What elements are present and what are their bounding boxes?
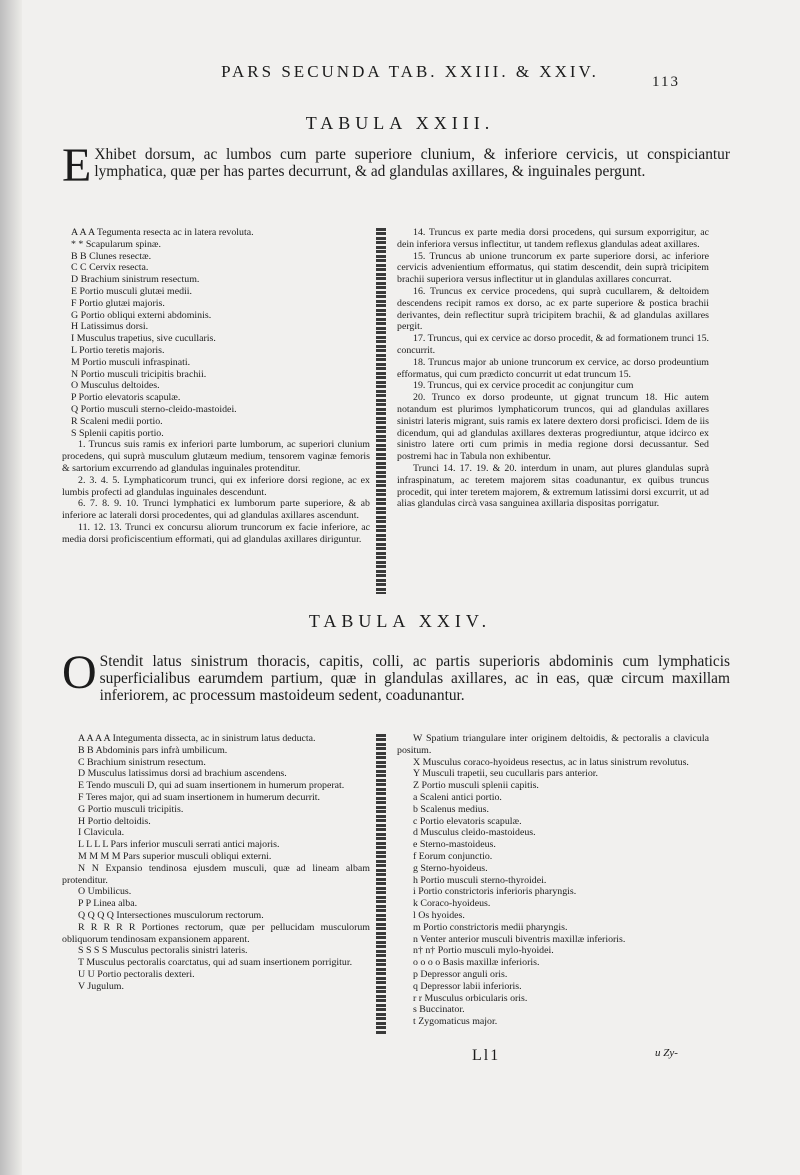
legend-item: H Latissimus dorsi. [71,321,149,333]
legend-item: b Scalenus medius. [413,803,489,815]
legend-item: Y Musculi trapetii, seu cucullaris pars anterior. [413,768,599,780]
intro-text: Xhibet dorsum, ac lumbos cum parte superiore clunium, & inferiore cervicis, ut conspiciantur lymphatica, quæ per has partes decurrunt, & ad glandulas axillares, & inguinales pergunt. [94,146,730,180]
legend-item: T Musculus pectoralis coarctatus, qui ad suam insertionem porrigitur. [78,957,353,969]
column-divider-ornament [374,228,388,594]
legend-item: F Portio glutæi majoris. [71,297,165,309]
legend-item: V Jugulum. [78,980,124,992]
legend-item: A A A A Integumenta dissecta, ac in sinistrum latus deducta. [78,733,316,744]
legend-item: N N Expansio tendinosa ejusdem musculi, quæ ad lineam albam protenditur. [62,862,370,886]
legend-item: G Portio obliqui externi abdominis. [71,309,212,321]
legend-item: Q Portio musculi sterno-cleido-mastoidei. [71,403,237,415]
legend-item: B B Abdominis pars infrà umbilicum. [78,744,228,756]
legend-item: r r Musculus orbicularis oris. [413,992,528,1004]
legend-item: M Portio musculi infraspinati. [71,356,191,368]
legend-item: R Scaleni medii portio. [71,415,163,427]
running-title: PARS SECUNDA TAB. XXIII. & XXIV. [221,62,599,81]
legend-item: S S S S Musculus pectoralis sinistri lateris. [78,945,248,957]
legend-item: e Sterno-mastoideus. [413,839,496,851]
legend-item: E Tendo musculi D, qui ad suam insertionem in humerum properat. [78,780,345,792]
legend-item: i Portio constrictoris inferioris pharyngis. [413,886,577,898]
tabula-xxiv-left-column [62,733,370,993]
legend-paragraph: 11. 12. 13. Trunci ex concursu aliorum truncorum ex facie inferiore, ac media dorsi proficiscentium efformati, qui ad glandulas axillares diriguntur. [62,521,370,545]
legend-item: X Musculus coraco-hyoideus resectus, ac in latus sinistrum revolutus. [413,756,689,768]
legend-paragraph: 6. 7. 8. 9. 10. Trunci lymphatici ex lumborum parte superiore, & ab inferiore ac laterali dorsi procedentes, qui ad glandulas axillares ascendunt. [62,498,370,522]
legend-item: p Depressor anguli oris. [413,968,508,980]
legend-item: g Sterno-hyoideus. [413,862,488,874]
legend-item: h Portio musculi sterno-thyroidei. [413,874,547,886]
page-number: 113 [652,74,680,90]
tabula-xxiii-left-column [62,227,370,546]
legend-item: F Teres major, qui ad suam insertionem in humerum decurrit. [78,791,320,803]
legend-item: P Portio elevatoris scapulæ. [71,392,181,404]
legend-item: R R R R R Portiones rectorum, quæ per pellucidam musculorum obliquorum tendinosam expansionem apparent. [62,921,370,945]
legend-item: I Musculus trapetius, sive cucullaris. [71,333,216,345]
legend-item: O Musculus deltoides. [71,380,160,392]
tabula-xxiii-right-column [397,227,709,510]
legend-item: c Portio elevatoris scapulæ. [413,815,522,827]
legend-item: N Portio musculi tricipitis brachii. [71,368,207,380]
legend-item: f Eorum conjunctio. [413,850,493,862]
tabula-xxiii-intro [62,139,730,192]
legend-item: q Depressor labii inferioris. [413,980,522,992]
legend-item: o o o o Basis maxillæ inferioris. [413,957,540,969]
tabula-xxiii-title: TABULA XXIII. [305,113,495,133]
legend-item: D Musculus latissimus dorsi ad brachium ascendens. [78,768,287,780]
legend-item: P P Linea alba. [78,898,138,910]
legend-item: t Zygomaticus major. [413,1016,498,1028]
legend-item: L L L L Pars inferior musculi serrati antici majoris. [78,839,280,851]
legend-item: Q Q Q Q Intersectiones musculorum rectorum. [78,909,264,921]
legend-item: Z Portio musculi splenii capitis. [413,780,539,792]
drop-cap-o: O [62,646,97,699]
legend-item: a Scaleni antici portio. [413,791,502,803]
intro-text: Stendit latus sinistrum thoracis, capitis, colli, ac partis superioris abdominis cum lymphaticis superficialibus earumdem partium, quæ in glandulas axillares, ac in eas, quæ circum maxillam inferiorem, ac processum mastoideum sedent, coadunantur. [99,653,730,704]
legend-item: E Portio musculi glutæi medii. [71,285,192,297]
legend-item: G Portio musculi tricipitis. [78,803,184,815]
legend-item: L Portio teretis majoris. [71,344,165,356]
legend-paragraph: 1. Truncus suis ramis ex inferiori parte lumborum, ac superiori clunium procedens, qui suprà musculum glutæum medium, tensorem vaginæ femoris & sartorium excurrendo ad glandulas inguinales protenditur. [62,439,370,474]
legend-paragraph: 19. Truncus, qui ex cervice procedit ac conjungitur cum [413,380,634,392]
legend-item: s Buccinator. [413,1004,465,1016]
legend-item: d Musculus cleido-mastoideus. [413,827,536,839]
legend-paragraph: 17. Truncus, qui ex cervice ac dorso procedit, & ad formationem trunci 15. concurrit. [397,333,709,356]
catchword: u Zy- [655,1047,678,1059]
legend-item: W Spatium triangulare inter originem deltoidis, & pectoralis a clavicula positum. [397,733,709,756]
legend-paragraph: 15. Truncus ab unione truncorum ex parte superiore dorsi, ac inferiore cervicis advenientium efformatus, qui statim descendit, dein suprà tricipitem brachii superiora versus inflectitur ut in glandulas axillares concurrat. [397,250,709,286]
legend-item: O Umbilicus. [78,886,132,898]
legend-item: C C Cervix resecta. [71,262,149,274]
column-divider-ornament [374,734,388,1034]
legend-item: A A A Tegumenta resecta ac in latera revoluta. [71,227,254,238]
legend-item: n† n† Portio musculi mylo-hyoidei. [413,945,554,957]
drop-cap-e: E [62,139,92,192]
legend-item: S Splenii capitis portio. [71,427,164,439]
legend-item: n Venter anterior musculi biventris maxillæ inferioris. [413,933,626,945]
signature-mark: Ll1 [472,1047,501,1064]
tabula-xxiv-intro [62,646,730,704]
legend-paragraph: 18. Truncus major ab unione truncorum ex cervice, ac dorso prodeuntium efformatus, qui cum prædicto concurrit ut edat truncum 15. [397,356,709,380]
tabula-xxiv-right-column [397,733,709,1028]
legend-paragraph: 20. Trunco ex dorso prodeunte, ut gignat truncum 18. Hic autem notandum est plurimos lymphaticorum truncos, qui ad glandulas axillares sinistri lateris migrant, suis ramis ex latere dextero dorsi proficisci. Idem de iis dicendum, qui ad glandulas axillares dexteras progrediuntur, atque idcirco ex sinistro latere orti cum primis in media regione dorsi decussantur. Sed postremi hac in Tabula non exhibentur. [397,392,709,463]
legend-paragraph: 16. Truncus ex cervice procedens, qui suprà cucullarem, & deltoidem descendens recipit ramos ex dorso, ac ex parte superiore & postica brachii derivantes, dein reflectitur suprà tricipitem brachii, & ad glandulas axillares pergit. [397,285,709,333]
legend-paragraph: 2. 3. 4. 5. Lymphaticorum trunci, qui ex inferiore dorsi regione, ac ex lumbis profecti ad glandulas inguinales descendunt. [62,474,370,498]
legend-item: * * Scapularum spinæ. [71,238,161,250]
legend-item: k Coraco-hyoideus. [413,898,491,910]
tabula-xxiv-title: TABULA XXIV. [308,611,492,631]
legend-item: U U Portio pectoralis dexteri. [78,968,195,980]
legend-item: B B Clunes resectæ. [71,250,152,262]
legend-item: H Portio deltoidis. [78,815,151,827]
legend-item: D Brachium sinistrum resectum. [71,274,200,286]
legend-item: C Brachium sinistrum resectum. [78,756,206,768]
legend-item: l Os hyoides. [413,909,465,921]
legend-item: M M M M Pars superior musculi obliqui externi. [78,850,272,862]
legend-item: I Clavicula. [78,827,125,839]
legend-item: m Portio constrictoris medii pharyngis. [413,921,568,933]
legend-paragraph: Trunci 14. 17. 19. & 20. interdum in unam, aut plures glandulas suprà infraspinatum, ac teretem majorem sitas coadunantur, ex quibus truncus procedit, qui inter teretem majorem, & extremum latissimi dorsi excurrit, ut ad alias glandulas circà vasa sanguinea axillaria dispositas porrigatur. [397,462,709,510]
legend-paragraph: 14. Truncus ex parte media dorsi procedens, qui sursum exporrigitur, ac dein inferiora versus inflectitur, ut tandem reflexus glandulas adeat axillares. [397,227,709,250]
